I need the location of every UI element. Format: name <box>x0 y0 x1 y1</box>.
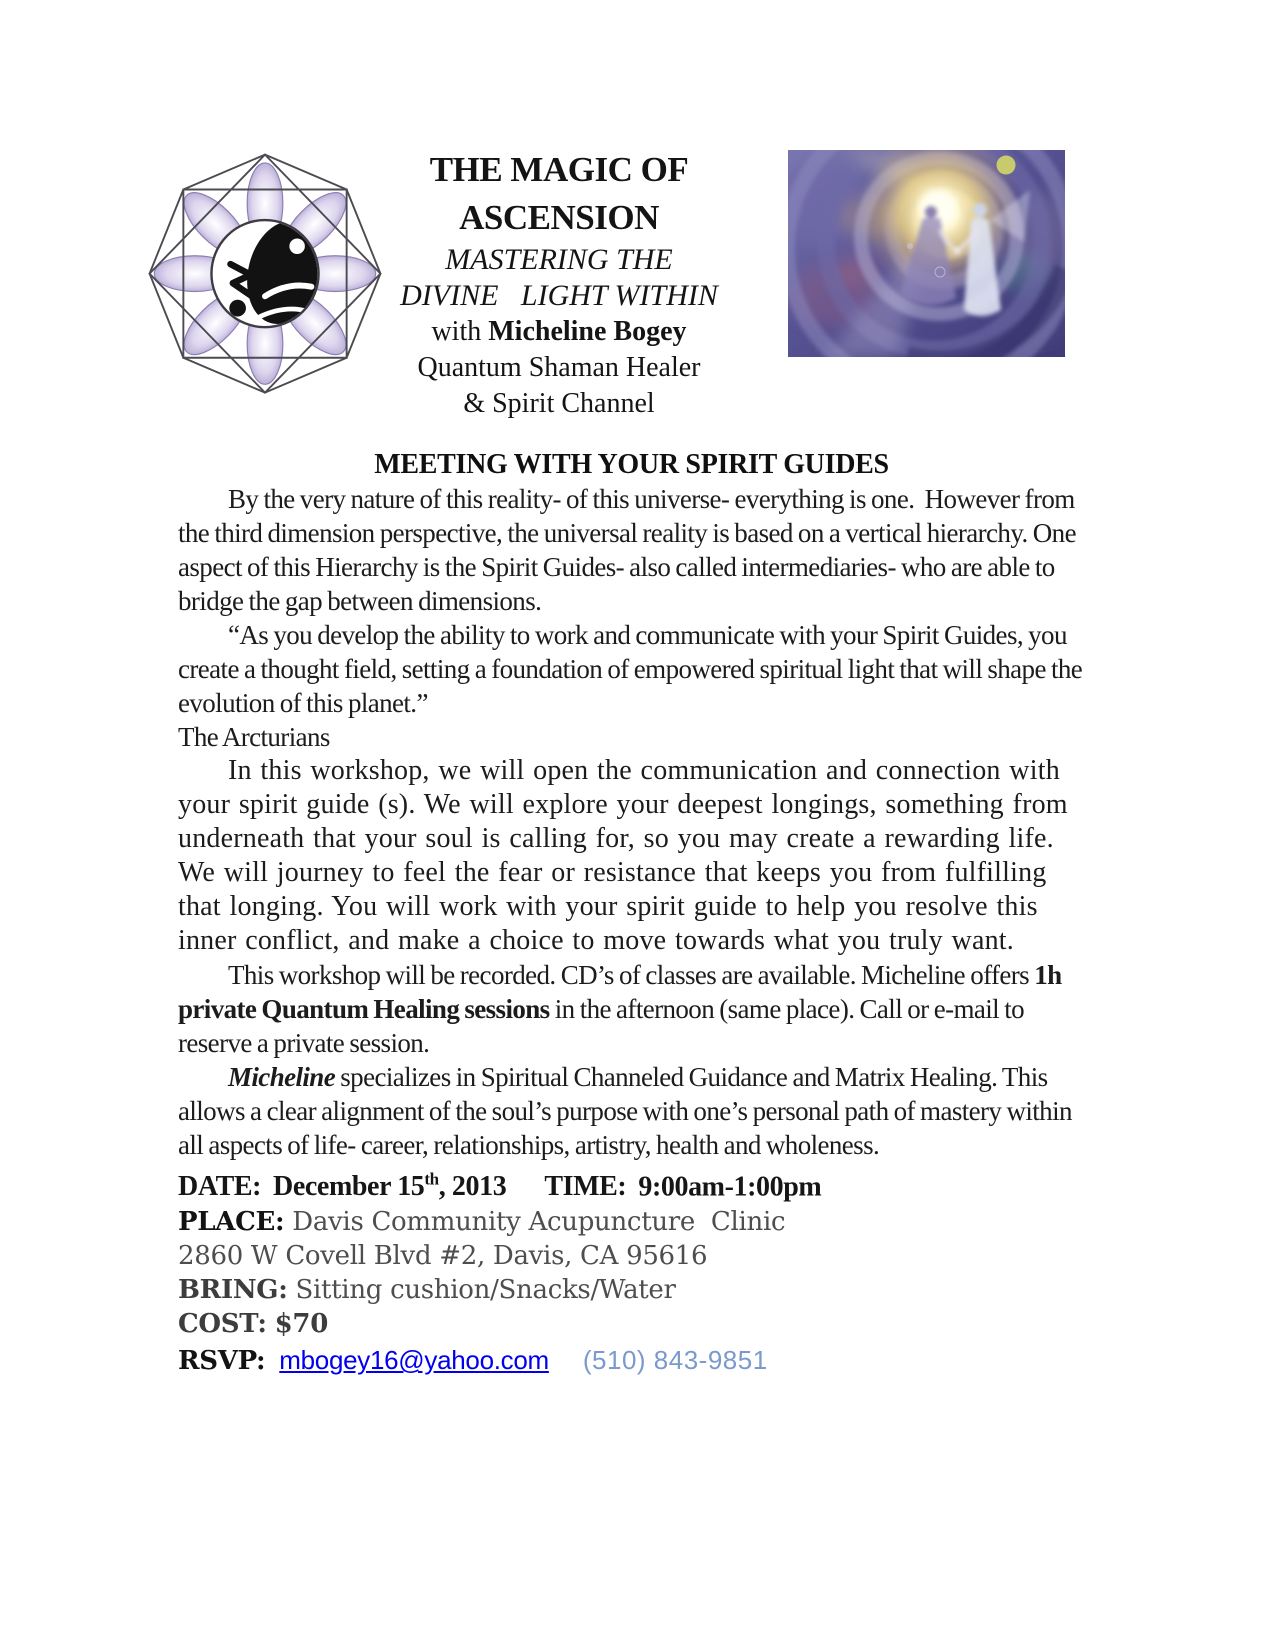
rsvp-phone: (510) 843-9851 <box>582 1345 768 1376</box>
recording-text-1: This workshop will be recorded. CD’s of classes are available. Micheline offers <box>228 960 1035 990</box>
paragraph-quote <box>178 618 1085 754</box>
role-line-2: & Spirit Channel <box>463 388 655 419</box>
lotus-yin-yang-octagon-icon <box>146 150 384 402</box>
paragraph-intro: By the very nature of this reality- of this universe- everything is one. However from the third dimension perspective, the universal reality is based on a vertical hierarchy. One aspect of this Hierarchy is the Spirit Guides- also called intermediaries- who are able to bridge the gap between dimensions. <box>178 484 1076 616</box>
micheline-text: specializes in Spiritual Channeled Guidance and Matrix Healing. This allows a clear alignment of the soul’s purpose with one’s personal path of mastery within all aspects of life- career, relationships, artistry, health and wholeness. <box>178 1062 1072 1160</box>
cost-label: COST: <box>178 1309 267 1340</box>
presenter-name: Micheline Bogey <box>488 316 687 347</box>
bring-value: Sitting cushion/Snacks/Water <box>295 1275 676 1306</box>
title-line-2: ASCENSION <box>459 198 659 237</box>
quote-attribution: The Arcturians <box>178 722 330 752</box>
bring-line <box>178 1273 1085 1307</box>
cost-value: $70 <box>274 1309 328 1340</box>
recording-text-2: in the afternoon (same place). Call or e-mail to reserve a private session. <box>178 994 1025 1058</box>
rsvp-line <box>178 1341 1085 1380</box>
spiral-light-angels-icon <box>788 150 1065 357</box>
date-value <box>273 1171 506 1202</box>
role-line-1: Quantum Shaman Healer <box>417 352 701 383</box>
presenter-line <box>383 314 735 350</box>
bring-label: BRING: <box>178 1275 288 1306</box>
cost-line <box>178 1307 1085 1341</box>
rsvp-email-link[interactable]: mbogey16@yahoo.com <box>279 1345 549 1376</box>
time-label: TIME: <box>544 1171 627 1203</box>
paragraph-workshop: In this workshop, we will open the communication and connection with your spirit guide (s). We will explore your deepest longings, something from underneath that your soul is calling for, so you may create a rewarding life. We will journey to feel the fear or resistance that keeps you from fulfilling that longing. You will work with your spirit guide to help you resolve this inner conflict, and make a choice to move towards what you truly want. <box>178 755 1068 956</box>
flyer-body <box>178 448 1085 1380</box>
title-line-1: THE MAGIC OF <box>429 150 689 189</box>
subtitle-line-2: DIVINE LIGHT WITHIN <box>400 279 718 312</box>
lotus-logo <box>146 150 384 402</box>
with-prefix: with <box>431 316 482 347</box>
body-heading: MEETING WITH YOUR SPIRIT GUIDES <box>374 449 889 480</box>
place-label: PLACE: <box>178 1207 285 1238</box>
subtitle-line-1: MASTERING THE <box>445 243 673 276</box>
quote-text: “As you develop the ability to work and communicate with your Spirit Guides, you create a thought field, setting a foundation of empowered spiritual light that will shape the evolution of this planet.” <box>178 620 1083 718</box>
date-main: December 15 <box>273 1171 425 1203</box>
paragraph-micheline <box>178 1060 1085 1162</box>
healing-sessions-bold: 1h private Quantum Healing sessions <box>178 960 1062 1024</box>
micheline-name: Micheline <box>228 1062 336 1092</box>
date-year: , 2013 <box>438 1171 507 1203</box>
time-value: 9:00am-1:00pm <box>638 1171 822 1203</box>
date-label: DATE: <box>178 1171 262 1203</box>
date-time-line <box>178 1162 1085 1205</box>
title-block <box>383 146 735 422</box>
rsvp-label: RSVP: <box>178 1346 266 1377</box>
place-value: Davis Community Acupuncture Clinic <box>292 1207 786 1238</box>
paragraph-recording <box>178 958 1085 1060</box>
date-ordinal: th <box>424 1170 439 1189</box>
ascension-artwork <box>788 150 1065 357</box>
place-line <box>178 1205 1085 1239</box>
address-line: 2860 W Covell Blvd #2, Davis, CA 95616 <box>178 1241 708 1272</box>
